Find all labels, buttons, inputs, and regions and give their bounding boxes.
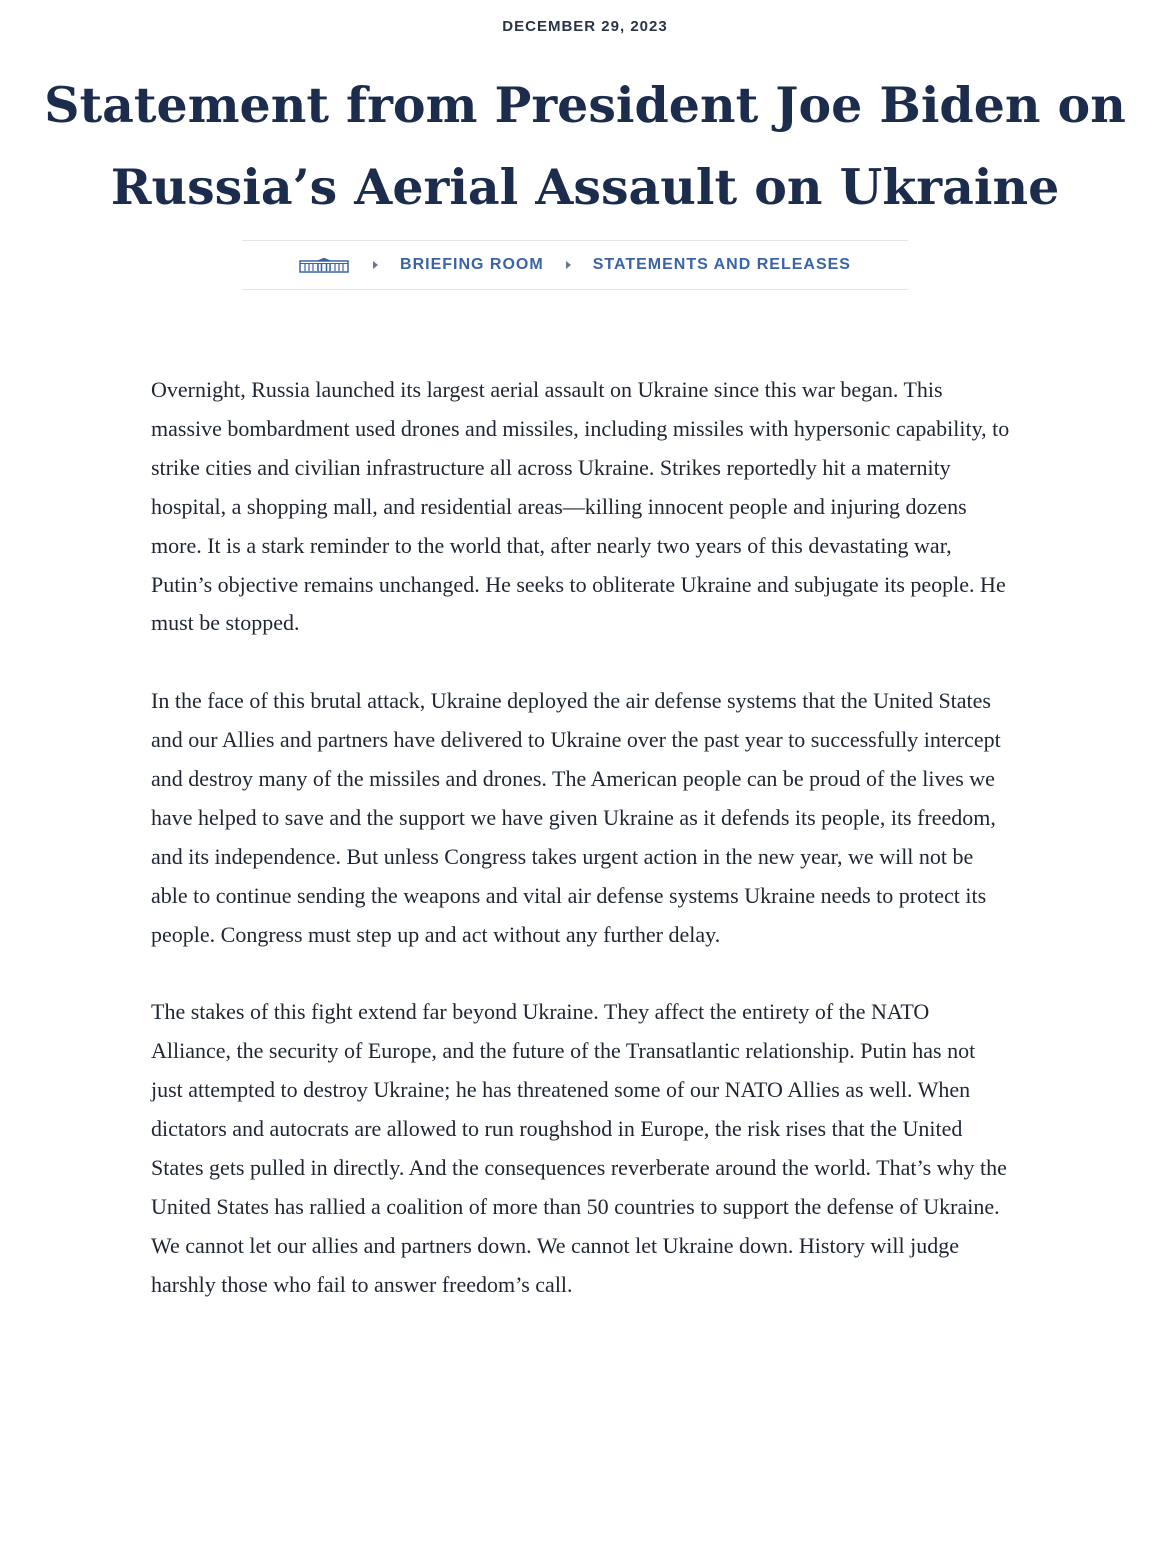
- body-paragraph: The stakes of this fight extend far beyond Ukraine. They affect the entirety of the NATO Alliance, the security of Europe, and the future of the Transatlantic relationship. Putin has not just attempted to destroy Ukraine; he has threatened some of our NATO Allies as well. When dictators and autocrats are allowed to run roughshod in Europe, the risk rises that the United States gets pulled in directly. And the consequences reverberate around the world. That’s why the United States has rallied a coalition of more than 50 countries to support the defense of Ukraine. We cannot let our allies and partners down. We cannot let Ukraine down. History will judge harshly those who fail to answer freedom’s call.: [151, 999, 1007, 1297]
- body-paragraph: In the face of this brutal attack, Ukraine deployed the air defense systems that the United States and our Allies and partners have delivered to Ukraine over the past year to successfully intercept and destroy many of the missiles and drones. The American people can be proud of the lives we have helped to save and the support we have given Ukraine as it defends its people, its freedom, and its independence. But unless Congress takes urgent action in the new year, we will not be able to continue sending the weapons and vital air defense systems Ukraine needs to protect its people. Congress must step up and act without any further delay.: [151, 688, 1001, 947]
- white-house-icon[interactable]: [299, 257, 349, 273]
- body-paragraph: Overnight, Russia launched its largest aerial assault on Ukraine since this war began. This massive bombardment used drones and missiles, including missiles with hypersonic capability, to strike cities and civilian infrastructure all across Ukraine. Strikes reportedly hit a maternity hospital, a shopping mall, and residential areas—killing innocent people and injuring dozens more. It is a stark reminder to the world that, after nearly two years of this devastating war, Putin’s objective remains unchanged. He seeks to obliterate Ukraine and subjugate its people. He must be stopped.: [151, 377, 1010, 636]
- breadcrumb-statements-and-releases[interactable]: STATEMENTS AND RELEASES: [592, 256, 851, 273]
- article-body: [151, 371, 1011, 1344]
- chevron-right-icon: [373, 261, 378, 269]
- breadcrumb-briefing-room[interactable]: BRIEFING ROOM: [400, 256, 544, 273]
- breadcrumb: [242, 240, 908, 290]
- chevron-right-icon: [566, 261, 571, 269]
- page-title: Statement from President Joe Biden on Russia’s Aerial Assault on Ukraine: [44, 76, 1126, 216]
- article-date: DECEMBER 29, 2023: [502, 18, 668, 35]
